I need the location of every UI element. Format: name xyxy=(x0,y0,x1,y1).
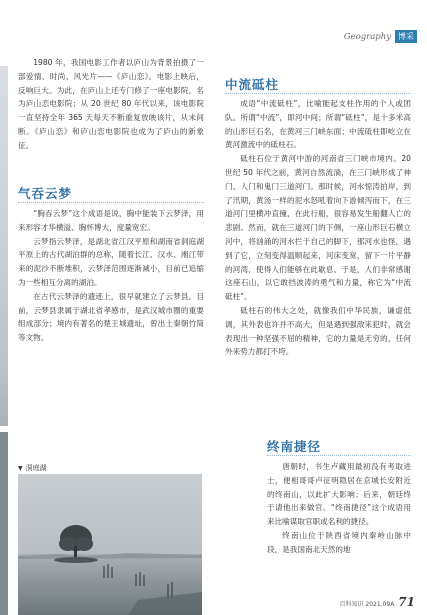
paragraph: 唐朝时，书生卢藏用最初没有考取进士，便相哥哥卢征明隐居在京城长安附近的终南山，以此扩大影响；后来，朝廷终于请他出来做官。“终南捷径”这个成语用来比喻谋取官职或名利的捷径。 xyxy=(267,462,411,527)
issue-label: 百科知识 2021.09A xyxy=(339,601,395,608)
triangle-down-icon: ▼ xyxy=(18,464,23,472)
page-number: 71 xyxy=(398,595,415,609)
heading-zhongnanjiejing: 终南捷径 xyxy=(267,439,322,454)
paragraph: 云梦指云梦泽，是湖北省江汉平原和湖南省洞庭湖平原上的古代湖泊群的总称，随着长江、汉水、湘江带来的泥沙不断堆积，云梦泽范围逐渐减小，目前已追缩为一些相互分离的湖泊。 xyxy=(18,236,204,287)
section-name-english: Geography xyxy=(343,31,391,42)
paragraph: 终南山位于陕西省境内秦岭山脉中段，是我国南北天然的地 xyxy=(267,530,411,554)
dongting-lake-photo xyxy=(18,474,202,615)
caption-text: 洞庭湖 xyxy=(25,464,47,472)
heading-zhongliudizhu: 中流砥柱 xyxy=(225,77,280,92)
photo-caption xyxy=(18,463,47,473)
heading-rule xyxy=(267,455,411,456)
heading-rule xyxy=(225,93,411,94)
heading-qitunyunmeng: 气吞云梦 xyxy=(18,186,73,201)
section-header xyxy=(344,30,417,43)
section-badge: 博采 xyxy=(395,30,417,43)
zhongnan-text xyxy=(267,460,411,557)
intro-text xyxy=(18,56,204,153)
side-photo-strip-dark xyxy=(0,432,8,615)
side-photo-strip xyxy=(0,66,8,426)
paragraph: “胸吞云梦”这个成语是说，胸中能装下云梦泽，用来形容才华横溢、胸怀博大，度量宽宏。 xyxy=(18,209,204,232)
paragraph: 砥柱石的伟大之处，就像我们中华民族，谦虚低调，其外表也许并不高大，但是遇到强敌来犯时，就会表现出一种坚强不屈的精神，它的力量是无穷的，任何外来势力都打不垮。 xyxy=(225,305,411,357)
dizhu-text xyxy=(225,97,411,359)
paragraph: 成语“中流砥柱”，比喻能起支柱作用的个人或团队。所谓“中流”，即河中间；所谓“砥柱”，是十多米高的山形巨石名，在黄河三门峡东面；中流砥柱即屹立在黄河激流中的砥柱石。 xyxy=(225,99,411,150)
paragraph: 砥柱石位于黄河中游的河南省三门峡市境内。20 世纪 50 年代之前，黄河自然流淌，在三门峡形成了神门、人门和鬼门三道河门。那时候，河水惊涛拍岸，到了汛期，黄汤一样的泥水怒吼着向下游倾泻而下，在三道河门里横冲直撞，在此行船，很容易发生船翻人亡的悲剧。然而，就在三道河门的下侧，一座山形巨石横立河中，将汹涌的河水拦于自己的脚下，那河水也怪，遇到了它，立刻变得温顺起来，河床变宽，留下一片平静的河湾，使得人们能够在此歇息。于是，人们非常感谢这座石山，以它敢挡波涛的勇气和力量，称它为“中流砥柱”。 xyxy=(225,154,411,302)
page-footer xyxy=(339,595,415,609)
heading-rule xyxy=(18,202,204,203)
lake-image xyxy=(18,474,202,615)
yunmeng-text xyxy=(18,207,204,345)
paragraph: 在古代云梦泽的遗迹上，很早就建立了云梦县。目前，云梦县隶属于湖北省孝感市，是武汉城市圈的重要组成部分；境内有著名的楚王城遗址，曾出土秦朝竹简等文物。 xyxy=(18,291,204,343)
intro-paragraph: 1980 年，我国电影工作者以庐山为背景拍摄了一部爱情、时尚、风光片——《庐山恋》。电影上映后，反响巨大。为此，在庐山上还专门修了一座电影院，名为庐山恋电影院；从 20 世纪 80 年代以来，该电影院一直坚持全年 365 天每天不断重复放映该片，从未间断。《庐山恋》和庐山恋电影院也成为了庐山的新象征。 xyxy=(18,58,204,150)
